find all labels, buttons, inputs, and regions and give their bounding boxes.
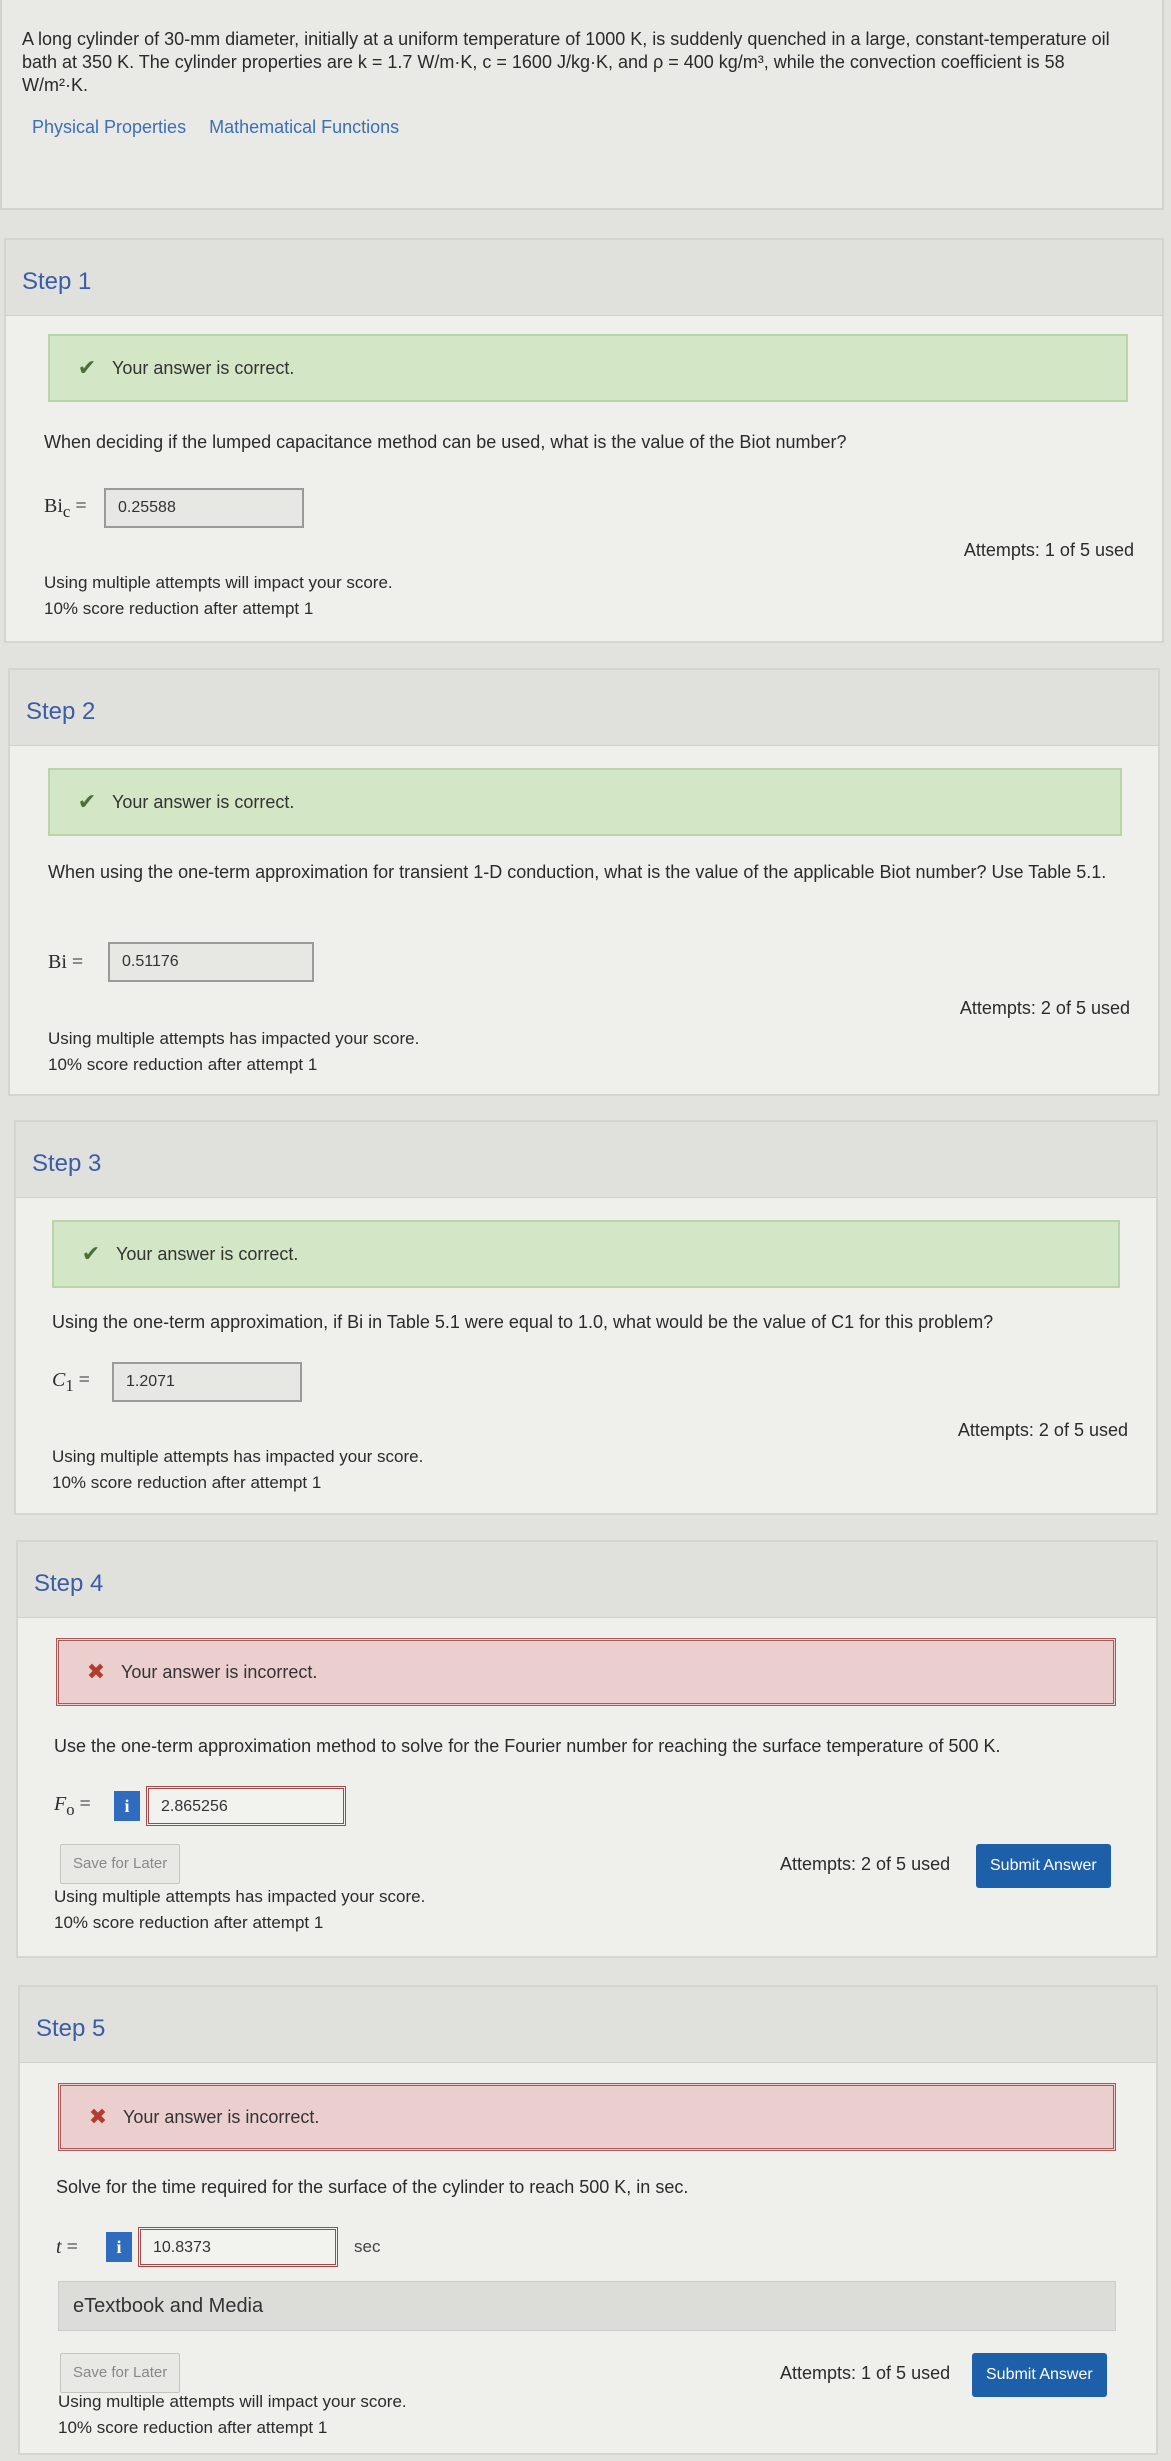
answer-input[interactable]: 2.865256 (146, 1786, 346, 1826)
question-text: Solve for the time required for the surface of the cylinder to reach 500 K, in sec. (56, 2177, 689, 2197)
note-line-2: 10% score reduction after attempt 1 (58, 2418, 328, 2437)
attempts-note (44, 570, 393, 622)
variable-label (56, 2236, 106, 2259)
step-title[interactable]: Step 5 (20, 1987, 1156, 2063)
step-4-panel (16, 1540, 1158, 1958)
problem-text-part-2: , while the convection coefficient is 58 W/m²·K. (22, 52, 1065, 95)
equals-sign: = (71, 950, 84, 973)
attempts-counter: Attempts: 2 of 5 used (957, 1420, 1128, 1440)
banner-text: Your answer is correct. (116, 1243, 299, 1264)
attempts-note (54, 1884, 425, 1936)
info-icon[interactable]: i (114, 1791, 140, 1821)
unit-label: sec (354, 2237, 381, 2256)
step-1-panel (4, 238, 1164, 643)
step-title[interactable]: Step 1 (6, 240, 1162, 316)
physical-properties-link[interactable]: Physical Properties (32, 117, 187, 137)
answer-row (52, 1362, 302, 1402)
problem-text (22, 28, 1112, 97)
attempts-counter: Attempts: 2 of 5 used (959, 998, 1130, 1018)
equals-sign: = (75, 494, 87, 517)
properties-expression: k = 1.7 W/m·K, c = 1600 J/kg·K, and ρ = 400 kg/m³ (357, 52, 764, 72)
answer-input[interactable]: 0.51176 (108, 942, 314, 982)
answer-input[interactable]: 10.8373 (138, 2227, 338, 2267)
variable-main: Bi (48, 950, 67, 973)
answer-input[interactable]: 0.25588 (104, 488, 304, 528)
correct-banner (52, 1220, 1120, 1288)
step-title[interactable]: Step 4 (18, 1542, 1156, 1618)
incorrect-banner (56, 1638, 1116, 1706)
attempts-note (48, 1026, 419, 1078)
variable-sub: o (66, 1799, 75, 1819)
answer-input[interactable]: 1.2071 (112, 1362, 302, 1402)
attempts-counter: Attempts: 2 of 5 used (780, 1854, 951, 1874)
variable-main: F (54, 1792, 67, 1815)
note-line-2: 10% score reduction after attempt 1 (52, 1473, 322, 1492)
note-line-1: Using multiple attempts will impact your score. (58, 2392, 407, 2411)
variable-label (52, 1369, 112, 1396)
submit-answer-button[interactable]: Submit Answer (976, 1844, 1111, 1888)
answer-row (56, 2227, 380, 2267)
resource-links (22, 117, 1142, 138)
note-line-1: Using multiple attempts has impacted your score. (48, 1029, 420, 1048)
question-text: When deciding if the lumped capacitance method can be used, what is the value of the Biot number? (44, 432, 847, 452)
question-text: Using the one-term approximation, if Bi in Table 5.1 were equal to 1.0, what would be the value of C1 for this problem? (52, 1312, 994, 1332)
note-line-1: Using multiple attempts has impacted your score. (54, 1887, 426, 1906)
variable-label (48, 951, 108, 974)
step-3-panel (14, 1120, 1158, 1515)
etextbook-and-media-link[interactable]: eTextbook and Media (58, 2281, 1116, 2331)
equals-sign: = (79, 1792, 91, 1815)
x-icon: ✖ (86, 1659, 106, 1684)
problem-text-part-1: A long cylinder of 30-mm diameter, initially at a uniform temperature of 1000 K, is suddenly quenched in a large, constant-temperature oil bath at 350 K. The cylinder properties are (22, 29, 1110, 72)
attempts-counter: Attempts: 1 of 5 used (780, 2363, 951, 2383)
mathematical-functions-link[interactable]: Mathematical Functions (209, 117, 400, 137)
variable-main: t (56, 2235, 62, 2258)
step-5-panel (18, 1985, 1158, 2455)
answer-row (54, 1786, 346, 1826)
checkmark-icon: ✔ (77, 789, 97, 814)
note-line-1: Using multiple attempts has impacted your score. (52, 1447, 424, 1466)
question-text: Use the one-term approximation method to solve for the Fourier number for reaching the surface temperature of 500 K. (54, 1736, 1001, 1756)
save-for-later-button[interactable]: Save for Later (60, 1844, 180, 1884)
equals-sign: = (66, 2235, 78, 2258)
x-icon: ✖ (88, 2104, 108, 2129)
variable-sub: c (62, 501, 71, 521)
banner-text: Your answer is correct. (112, 791, 295, 812)
variable-sub: 1 (65, 1375, 74, 1395)
checkmark-icon: ✔ (77, 355, 97, 380)
answer-row (48, 942, 314, 982)
step-2-panel (8, 668, 1160, 1096)
banner-text: Your answer is correct. (112, 357, 295, 378)
problem-statement (0, 0, 1164, 210)
attempts-note (58, 2389, 407, 2441)
variable-label (44, 495, 104, 522)
note-line-2: 10% score reduction after attempt 1 (48, 1055, 318, 1074)
info-icon[interactable]: i (106, 2232, 132, 2262)
note-line-2: 10% score reduction after attempt 1 (44, 599, 314, 618)
step-title[interactable]: Step 2 (10, 670, 1158, 746)
variable-main: Bi (44, 494, 63, 517)
attempts-counter: Attempts: 1 of 5 used (963, 540, 1134, 560)
note-line-1: Using multiple attempts will impact your score. (44, 573, 393, 592)
variable-label (54, 1793, 114, 1820)
banner-text: Your answer is incorrect. (123, 2106, 320, 2127)
variable-main: C (52, 1368, 66, 1391)
checkmark-icon: ✔ (81, 1241, 101, 1266)
correct-banner (48, 768, 1122, 836)
save-for-later-button[interactable]: Save for Later (60, 2353, 180, 2393)
answer-row (44, 488, 304, 528)
step-title[interactable]: Step 3 (16, 1122, 1156, 1198)
question-text: When using the one-term approximation for transient 1-D conduction, what is the value of the applicable Biot number? Use Table 5.1. (48, 862, 1107, 882)
correct-banner (48, 334, 1128, 402)
note-line-2: 10% score reduction after attempt 1 (54, 1913, 324, 1932)
banner-text: Your answer is incorrect. (121, 1661, 318, 1682)
incorrect-banner (58, 2083, 1116, 2151)
equals-sign: = (78, 1368, 90, 1391)
submit-answer-button[interactable]: Submit Answer (972, 2353, 1107, 2397)
attempts-note (52, 1444, 423, 1496)
